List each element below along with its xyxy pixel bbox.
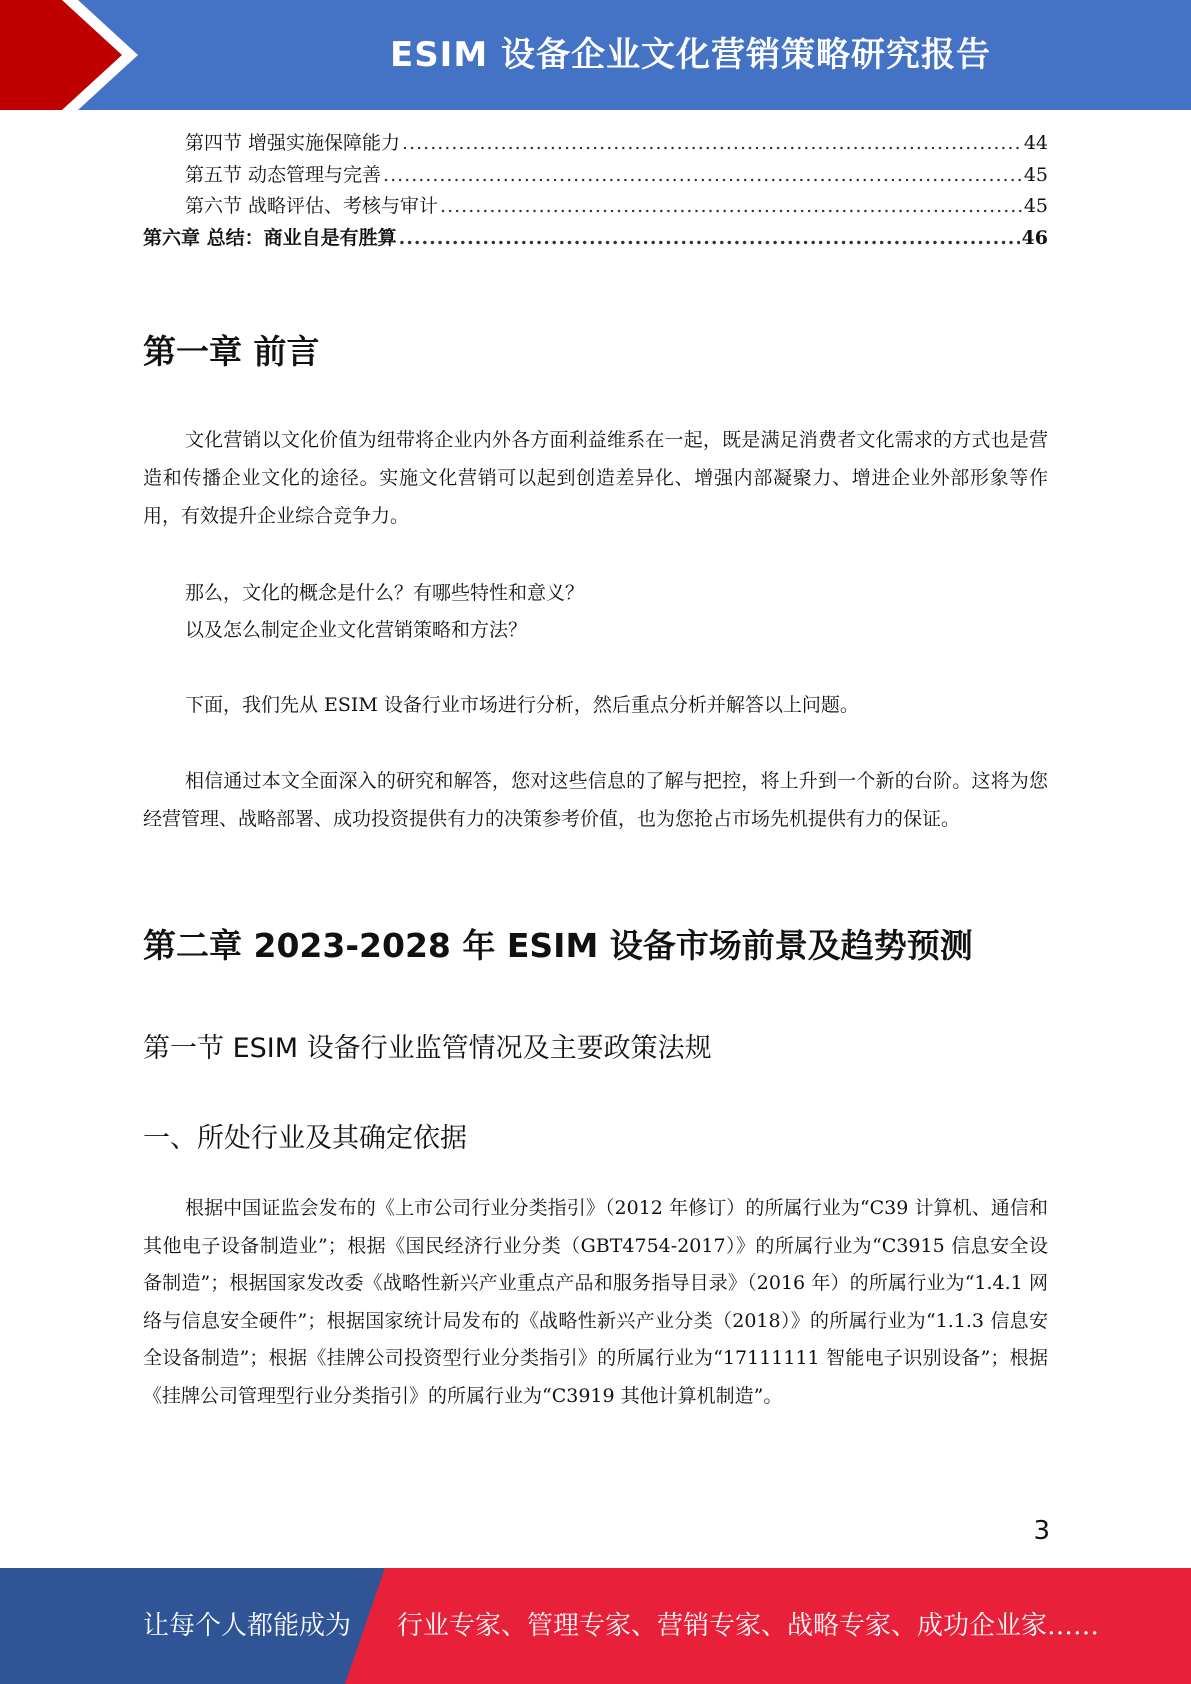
toc-entry-chapter[interactable] xyxy=(143,223,1048,255)
table-of-contents xyxy=(143,128,1048,254)
toc-leader-dots xyxy=(399,223,1020,255)
toc-entry-label: 第五节 动态管理与完善 xyxy=(185,163,382,186)
toc-leader-dots xyxy=(383,160,1022,192)
toc-entry-page: 45 xyxy=(1023,195,1048,217)
toc-leader-dots xyxy=(402,128,1022,160)
toc-leader-dots xyxy=(440,191,1022,223)
subsection-heading: 一、所处行业及其确定依据 xyxy=(143,1123,467,1154)
footer-slogan-left: 让每个人都能成为 xyxy=(143,1611,352,1641)
toc-entry-page: 46 xyxy=(1021,226,1048,249)
chapter-1-heading: 第一章 前言 xyxy=(143,332,320,371)
toc-entry-label: 第六节 战略评估、考核与审计 xyxy=(185,195,439,217)
toc-entry-page: 45 xyxy=(1023,163,1048,186)
chapter-1-paragraph-1: 文化营销以文化价值为纽带将企业内外各方面利益维系在一起，既是满足消费者文化需求的方式也是营造和传播企业文化的途径。实施文化营销可以起到创造差异化、增强内部凝聚力、增进企业外部形象等作用，有效提升企业综合竞争力。 xyxy=(143,429,1048,527)
toc-entry-page: 44 xyxy=(1023,132,1048,154)
page-header xyxy=(0,0,1191,110)
chapter-1-paragraph-3: 相信通过本文全面深入的研究和解答，您对这些信息的了解与把控，将上升到一个新的台阶。这将为您经营管理、战略部署、成功投资提供有力的决策参考价值，也为您抢占市场先机提供有力的保证。 xyxy=(143,770,1048,830)
footer-slogan-right: 行业专家、管理专家、营销专家、战略专家、成功企业家…… xyxy=(397,1611,1100,1641)
chapter-1-question-2: 以及怎么制定企业文化营销策略和方法？ xyxy=(185,619,528,641)
page-footer xyxy=(0,1568,1191,1684)
chapter-2-paragraph-1: 根据中国证监会发布的《上市公司行业分类指引》（2012 年修订）的所属行业为“C39 计算机、通信和其他电子设备制造业”；根据《国民经济行业分类（GBT4754-2017）》的所属行业为“C3915 信息安全设备制造”；根据国家发改委《战略性新兴产业重点产品和服务指导目录》（2016 年）的所属行业为“1.4.1 网络与信息安全硬件”；根据国家统计局发布的《战略性新兴产业分类（2018）》的所属行业为“1.1.3 信息安全设备制造”；根据《挂牌公司投资型行业分类指引》的所属行业为“17111111 智能电子识别设备”；根据《挂牌公司管理型行业分类指引》的所属行业为“C3919 其他计算机制造”。 xyxy=(143,1197,1048,1407)
chapter-1-question-1: 那么，文化的概念是什么？有哪些特性和意义？ xyxy=(185,582,585,604)
chapter-2-heading: 第二章 2023-2028 年 ESIM 设备市场前景及趋势预测 xyxy=(143,926,973,965)
toc-entry[interactable] xyxy=(143,191,1048,223)
chapter-1-paragraph-2: 下面，我们先从 ESIM 设备行业市场进行分析，然后重点分析并解答以上问题。 xyxy=(185,694,859,716)
header-arrow-icon xyxy=(0,0,150,110)
toc-entry-label: 第四节 增强实施保障能力 xyxy=(185,132,401,154)
toc-entry[interactable] xyxy=(143,160,1048,192)
toc-entry[interactable] xyxy=(143,128,1048,160)
toc-entry-label: 第六章 总结：商业自是有胜算 xyxy=(143,226,397,249)
header-title: ESIM 设备企业文化营销策略研究报告 xyxy=(389,35,992,75)
section-heading: 第一节 ESIM 设备行业监管情况及主要政策法规 xyxy=(143,1033,712,1064)
page-number: 3 xyxy=(1033,1516,1050,1546)
